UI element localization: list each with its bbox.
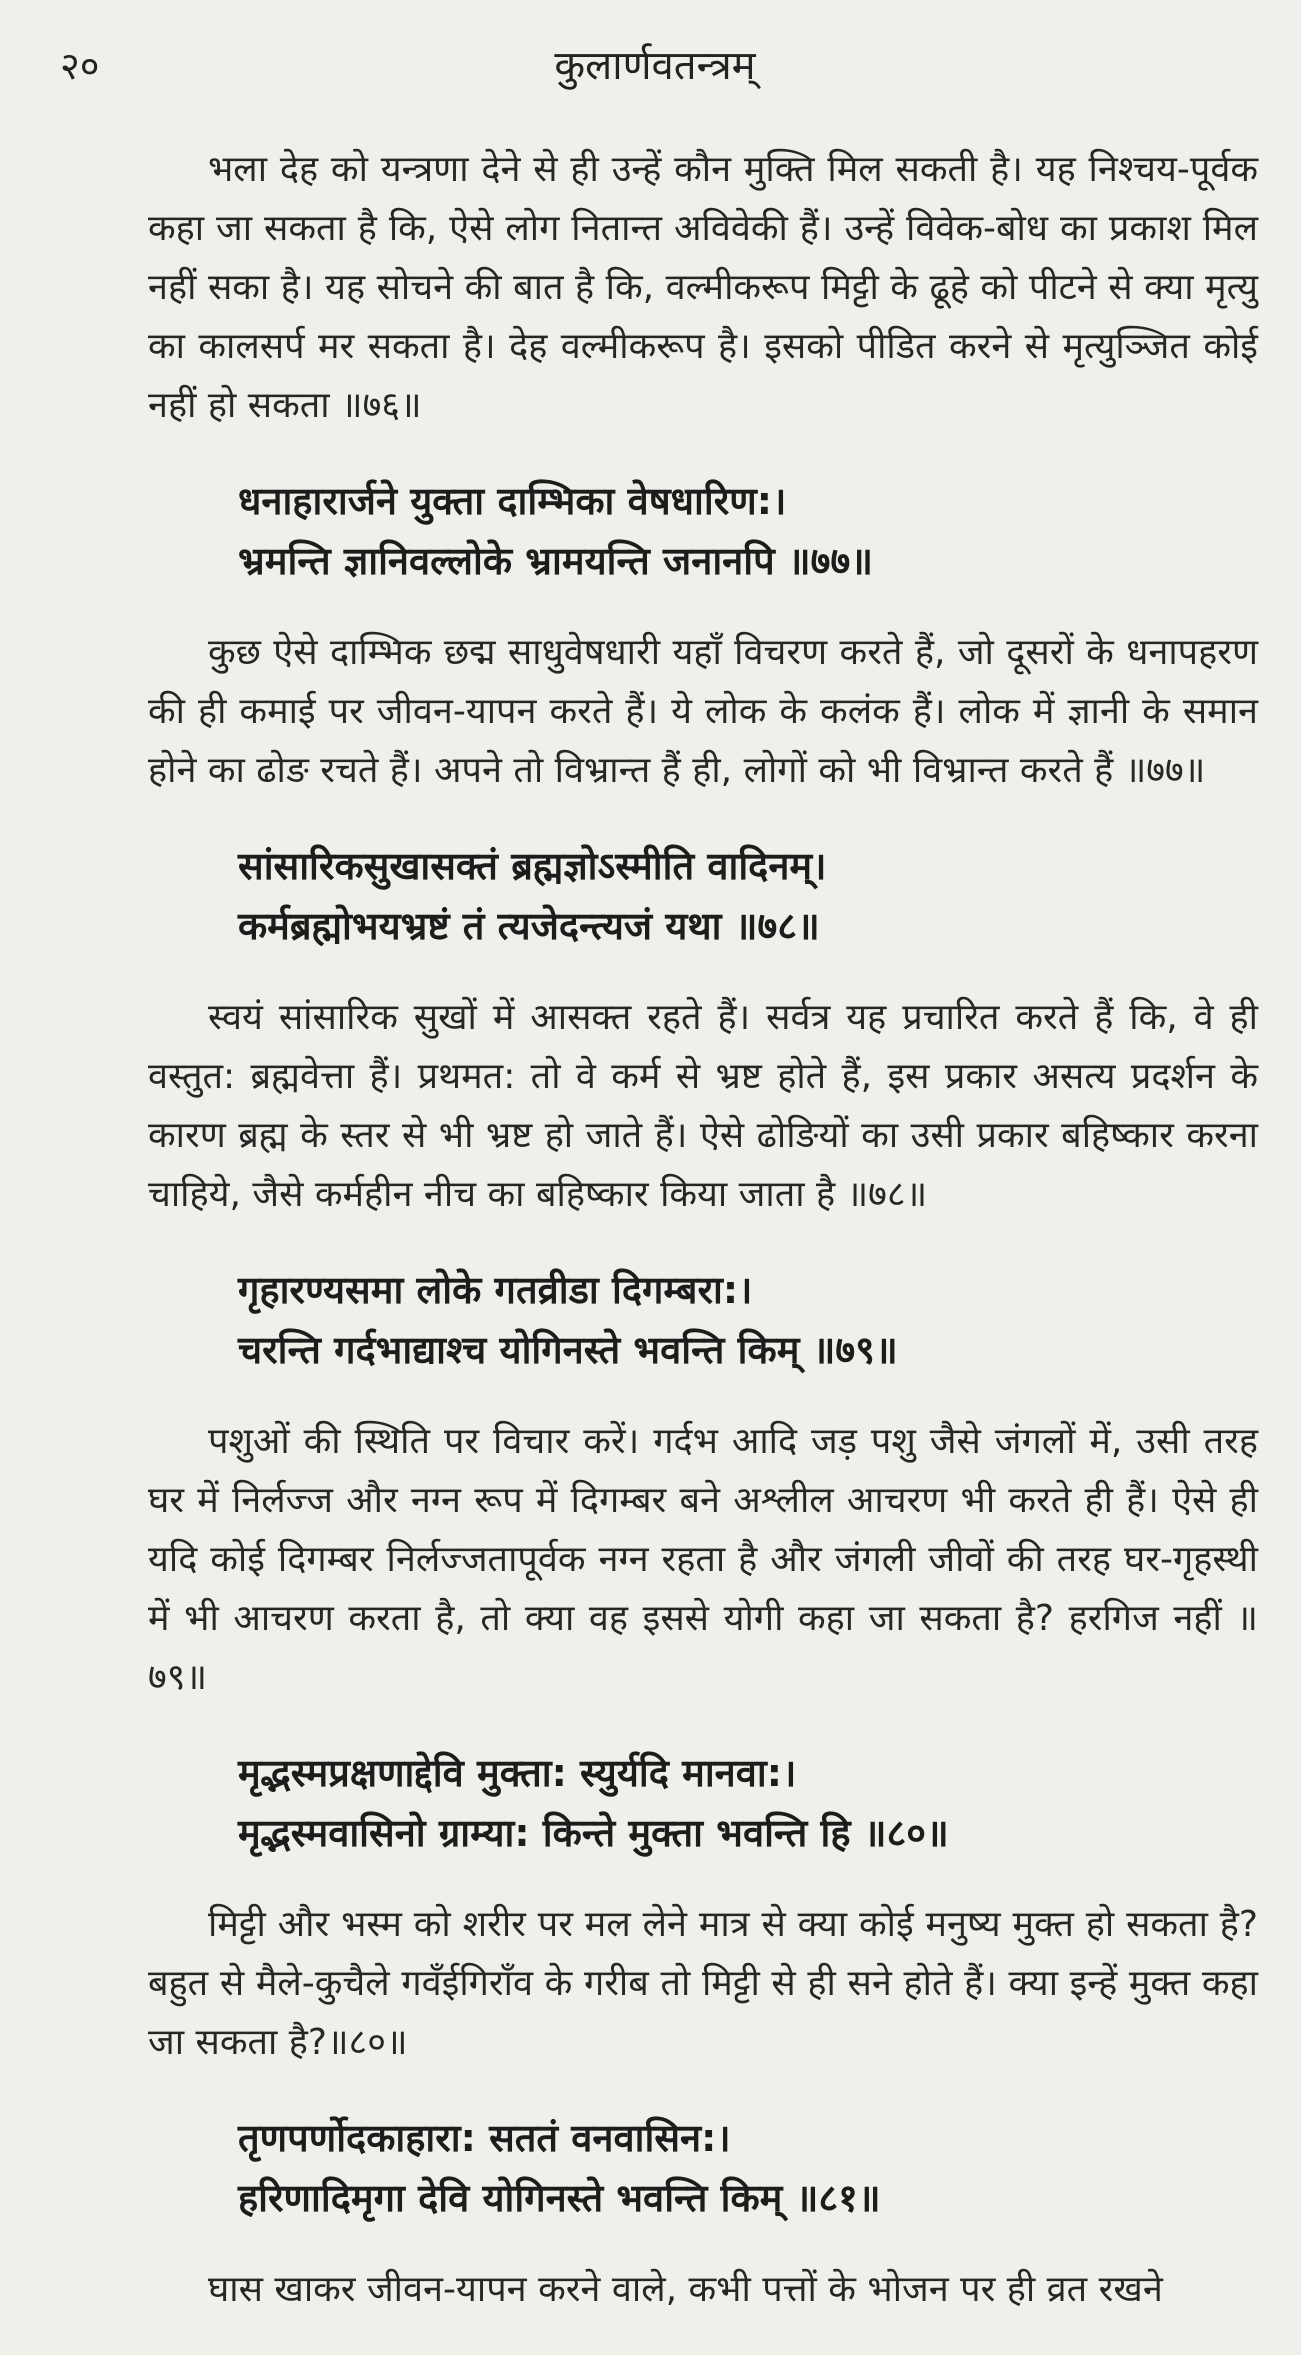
running-title: कुलार्णवतन्त्रम् bbox=[554, 43, 756, 89]
verse-line: तृणपर्णोदकाहारा: सततं वनवासिन:। bbox=[238, 2116, 731, 2160]
commentary-paragraph: स्वयं सांसारिक सुखों में आसक्त रहते हैं। सर्वत्र यह प्रचारित करते हैं कि, वे ही वस्तुत: ब्रह्मवेत्ता हैं। प्रथमत: तो वे कर्म से भ्रष्ट होते हैं, इस प्रकार असत्य प्रदर्शन के कारण ब्रह्म के स्तर से भी भ्रष्ट हो जाते हैं। ऐसे ढोङियों का उसी प्रकार बहिष्कार करना चाहिये, जैसे कर्महीन नीच का बहिष्कार किया जाता है ॥७८॥ bbox=[148, 997, 1258, 1215]
commentary-paragraph: कुछ ऐसे दाम्भिक छद्म साधुवेषधारी यहाँ विचरण करते हैं, जो दूसरों के धनापहरण की ही कमाई पर जीवन-यापन करते हैं। ये लोक के कलंक हैं। लोक में ज्ञानी के समान होने का ढोङ रचते हैं। अपने तो विभ्रान्त हैं ही, लोगों को भी विभ्रान्त करते हैं ॥७७॥ bbox=[148, 632, 1258, 791]
verse-line: सांसारिकसुखासक्तं ब्रह्मज्ञोऽस्मीति वादिनम्। bbox=[238, 844, 827, 888]
sanskrit-verse bbox=[238, 836, 1258, 956]
verse-line: हरिणादिमृगा देवि योगिनस्ते भवन्ति किम् ॥८१॥ bbox=[238, 2176, 881, 2220]
sanskrit-verse bbox=[238, 2108, 1258, 2228]
verse-line: गृहारण्यसमा लोके गतव्रीडा दिगम्बरा:। bbox=[238, 1268, 753, 1312]
sanskrit-verse bbox=[238, 471, 1258, 591]
verse-line: धनाहारार्जने युक्ता दाम्भिका वेषधारिण:। bbox=[238, 479, 787, 523]
verse-line: कर्मब्रह्मोभयभ्रष्टं तं त्यजेदन्त्यजं यथा ॥७८॥ bbox=[238, 904, 820, 948]
sanskrit-verse bbox=[238, 1260, 1258, 1380]
page-number: २० bbox=[60, 44, 100, 88]
verse-line: चरन्ति गर्दभाद्याश्च योगिनस्ते भवन्ति किम् ॥७९॥ bbox=[238, 1328, 898, 1372]
page-header bbox=[60, 36, 1250, 96]
verse-line: भ्रमन्ति ज्ञानिवल्लोके भ्रामयन्ति जनानपि ॥७७॥ bbox=[238, 539, 873, 583]
verse-line: मृद्भस्मप्रक्षणाद्देवि मुक्ता: स्युर्यदि मानवा:। bbox=[238, 1751, 797, 1795]
commentary-paragraph: पशुओं की स्थिति पर विचार करें। गर्दभ आदि जड़ पशु जैसे जंगलों में, उसी तरह घर में निर्लज्ज और नग्न रूप में दिगम्बर बने अश्लील आचरण भी करते ही हैं। ऐसे ही यदि कोई दिगम्बर निर्लज्जतापूर्वक नग्न रहता है और जंगली जीवों की तरह घर-गृहस्थी में भी आचरण करता है, तो क्या वह इससे योगी कहा जा सकता है? हरगिज नहीं ॥७९॥ bbox=[148, 1421, 1258, 1698]
commentary-paragraph: घास खाकर जीवन-यापन करने वाले, कभी पत्तों के भोजन पर ही व्रत रखने bbox=[208, 2269, 1163, 2310]
sanskrit-verse bbox=[238, 1743, 1258, 1863]
commentary-paragraph: मिट्टी और भस्म को शरीर पर मल लेने मात्र से क्या कोई मनुष्य मुक्त हो सकता है? बहुत से मैले-कुचैले गवँईगिराँव के गरीब तो मिट्टी से ही सने होते हैं। क्या इन्हें मुक्त कहा जा सकता है?॥८०॥ bbox=[148, 1904, 1258, 2063]
commentary-paragraph: भला देह को यन्त्रणा देने से ही उन्हें कौन मुक्ति मिल सकती है। यह निश्चय-पूर्वक कहा जा सकता है कि, ऐसे लोग नितान्त अविवेकी हैं। उन्हें विवेक-बोध का प्रकाश मिल नहीं सका है। यह सोचने की बात है कि, वल्मीकरूप मिट्टी के ढूहे को पीटने से क्या मृत्यु का कालसर्प मर सकता है। देह वल्मीकरूप है। इसको पीडित करने से मृत्युञ्जित कोई नहीं हो सकता ॥७६॥ bbox=[148, 149, 1258, 426]
page-body bbox=[148, 140, 1258, 2355]
verse-line: मृद्भस्मवासिनो ग्राम्या: किन्ते मुक्ता भवन्ति हि ॥८०॥ bbox=[238, 1811, 949, 1855]
